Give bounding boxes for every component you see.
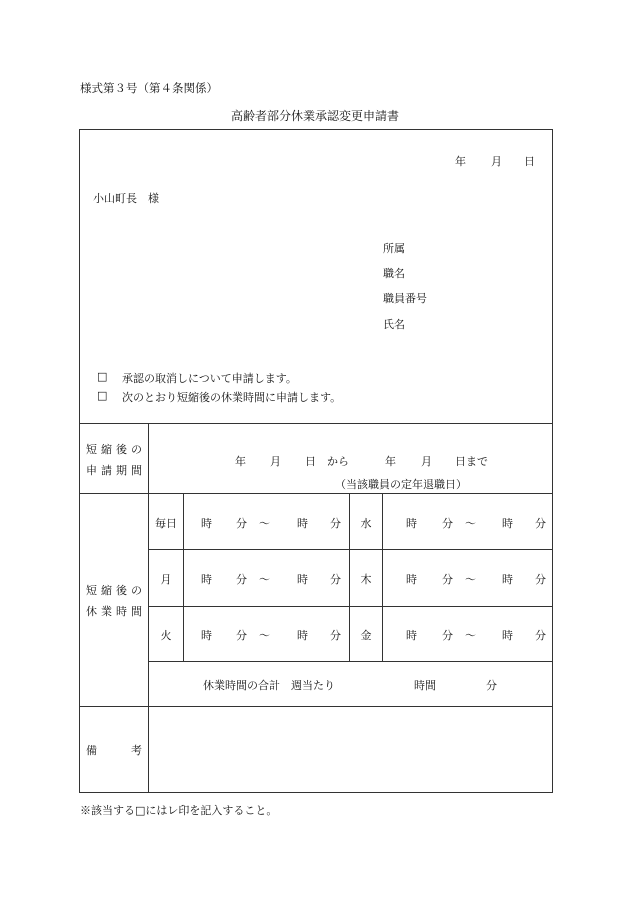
start-hour-label: 時 — [201, 517, 212, 530]
checkbox-change[interactable]: □ — [97, 389, 108, 402]
hours-label-line1: 短縮後の — [86, 584, 142, 597]
end-minute-label: 分 — [535, 629, 546, 642]
day-everyday: 毎日 — [155, 517, 177, 530]
position-label: 職名 — [383, 267, 405, 280]
start-hour-label: 時 — [201, 573, 212, 586]
day-friday: 金 — [360, 629, 372, 642]
affiliation-label: 所属 — [383, 242, 405, 255]
employee-number-label: 職員番号 — [383, 292, 427, 305]
end-minute-label: 分 — [330, 573, 341, 586]
weekly-total-label: 休業時間の合計 週当たり — [203, 679, 335, 692]
form-title: 高齢者部分休業承認変更申請書 — [230, 109, 399, 123]
day-tuesday: 火 — [160, 629, 172, 642]
hours-label-line2: 休業時間 — [86, 605, 142, 618]
start-hour-label: 時 — [406, 573, 417, 586]
range-tilde: ～ — [465, 573, 476, 586]
period-from: から — [327, 455, 349, 468]
end-hour-label: 時 — [297, 629, 308, 642]
day-wednesday: 水 — [360, 517, 372, 530]
range-tilde: ～ — [465, 517, 476, 530]
period-end-month: 月 — [421, 455, 432, 468]
day-thursday: 木 — [360, 573, 372, 586]
addressee: 小山町長 様 — [93, 192, 159, 205]
name-label: 氏名 — [383, 318, 405, 331]
weekly-total-hours: 時間 — [414, 679, 436, 692]
end-hour-label: 時 — [502, 517, 513, 530]
end-minute-label: 分 — [535, 573, 546, 586]
start-hour-label: 時 — [201, 629, 212, 642]
remarks-char-2: 考 — [131, 744, 142, 757]
period-label-line2: 申請期間 — [86, 464, 142, 477]
end-minute-label: 分 — [330, 629, 341, 642]
date-year-label: 年 — [455, 155, 466, 168]
start-minute-label: 分 — [236, 629, 247, 642]
range-tilde: ～ — [259, 573, 270, 586]
range-tilde: ～ — [259, 629, 270, 642]
day-monday: 月 — [160, 573, 172, 586]
period-start-day: 日 — [305, 455, 316, 468]
period-until: 日まで — [455, 455, 488, 468]
start-hour-label: 時 — [406, 629, 417, 642]
checkbox-cancel[interactable]: □ — [97, 370, 108, 383]
form-identifier: 様式第３号（第４条関係） — [80, 81, 218, 95]
start-minute-label: 分 — [442, 629, 453, 642]
date-month-label: 月 — [491, 155, 502, 168]
range-tilde: ～ — [465, 629, 476, 642]
remarks-char-1: 備 — [86, 744, 97, 757]
period-start-year: 年 — [235, 455, 246, 468]
range-tilde: ～ — [259, 517, 270, 530]
end-hour-label: 時 — [297, 517, 308, 530]
option-cancel-text: 承認の取消しについて申請します。 — [122, 372, 297, 385]
start-hour-label: 時 — [406, 517, 417, 530]
end-hour-label: 時 — [502, 573, 513, 586]
footnote: ※該当する□にはレ印を記入すること。 — [80, 804, 278, 817]
period-note: （当該職員の定年退職日） — [335, 478, 467, 491]
end-minute-label: 分 — [535, 517, 546, 530]
period-end-year: 年 — [385, 455, 396, 468]
start-minute-label: 分 — [442, 517, 453, 530]
date-day-label: 日 — [524, 155, 535, 168]
option-change-text: 次のとおり短縮後の休業時間に申請します。 — [122, 391, 342, 404]
end-hour-label: 時 — [297, 573, 308, 586]
start-minute-label: 分 — [236, 573, 247, 586]
weekly-total-minutes: 分 — [486, 679, 497, 692]
end-hour-label: 時 — [502, 629, 513, 642]
period-label-line1: 短縮後の — [86, 443, 142, 456]
start-minute-label: 分 — [442, 573, 453, 586]
end-minute-label: 分 — [330, 517, 341, 530]
period-start-month: 月 — [270, 455, 281, 468]
start-minute-label: 分 — [236, 517, 247, 530]
